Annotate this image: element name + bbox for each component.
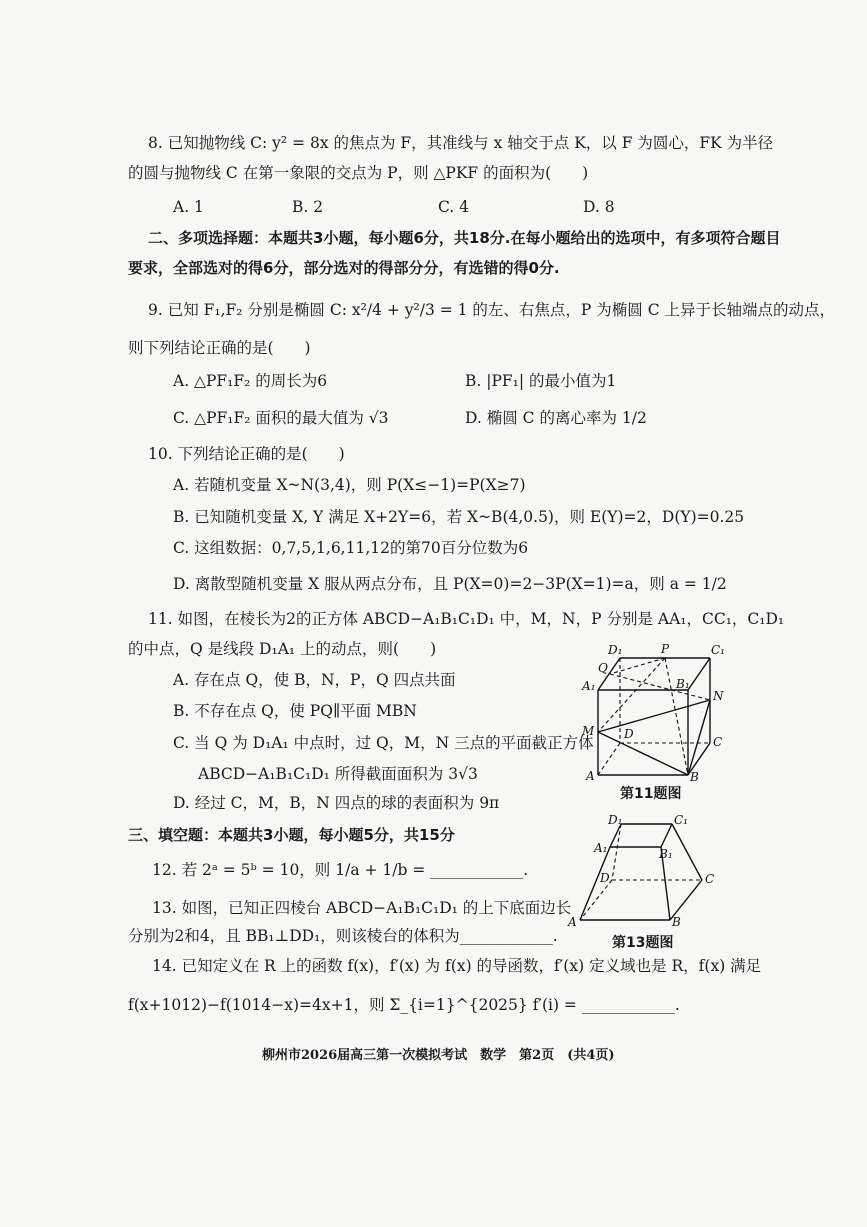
q11-option-c-cont: ABCD−A₁B₁C₁D₁ 所得截面面积为 3√3 <box>198 765 478 783</box>
q10-option-d: D. 离散型随机变量 X 服从两点分布，且 P(X=0)=2−3P(X=1)=a，则 a = 1/2 <box>173 575 727 593</box>
figure-11-cube <box>578 640 728 782</box>
fig13-label-a1: A₁ <box>594 841 608 855</box>
q10-option-b: B. 已知随机变量 X, Y 满足 X+2Y=6，若 X~B(4,0.5)，则 E(Y)=2，D(Y)=0.25 <box>173 508 745 526</box>
section3-title: 三、填空题：本题共3小题，每小题5分，共15分 <box>128 826 455 844</box>
q8-option-d: D. 8 <box>583 198 615 216</box>
fig11-label-a1: A₁ <box>582 679 596 693</box>
fig11-label-d: D <box>624 727 634 741</box>
q10-option-c: C. 这组数据：0,7,5,1,6,11,12的第70百分位数为6 <box>173 539 529 557</box>
fig13-label-b1: B₁ <box>659 847 673 861</box>
fig13-label-d1: D₁ <box>608 813 623 827</box>
q11-option-b: B. 不存在点 Q，使 PQ∥平面 MBN <box>173 702 417 720</box>
section2-line1: 二、多项选择题：本题共3小题，每小题6分，共18分.在每小题给出的选项中，有多项符合题目 <box>148 229 781 247</box>
fig11-label-b1: B₁ <box>676 677 690 691</box>
q13-line1: 13. 如图，已知正四棱台 ABCD−A₁B₁C₁D₁ 的上下底面边长 <box>152 899 572 917</box>
q9-line1: 9. 已知 F₁,F₂ 分别是椭圆 C: x²/4 + y²/3 = 1 的左、右焦点，P 为椭圆 C 上异于长轴端点的动点， <box>148 301 836 319</box>
fig13-label-c: C <box>705 872 715 886</box>
q10-option-a: A. 若随机变量 X~N(3,4)，则 P(X≤−1)=P(X≥7) <box>173 476 526 494</box>
q9-option-a: A. △PF₁F₂ 的周长为6 <box>173 372 328 390</box>
fig11-label-c: C <box>713 735 723 749</box>
fig13-label-b: B <box>672 915 681 929</box>
q11-line1: 11. 如图，在棱长为2的正方体 ABCD−A₁B₁C₁D₁ 中，M，N，P 分别是 AA₁，CC₁，C₁D₁ <box>148 610 785 628</box>
figure-11-caption: 第11题图 <box>620 786 682 802</box>
fig11-label-c1: C₁ <box>711 643 725 657</box>
fig13-label-d: D <box>600 871 610 885</box>
fig13-label-c1: C₁ <box>674 813 688 827</box>
q11-option-d: D. 经过 C，M，B，N 四点的球的表面积为 9π <box>173 794 500 812</box>
q8-line1: 8. 已知抛物线 C: y² = 8x 的焦点为 F，其准线与 x 轴交于点 K，以 F 为圆心，FK 为半径 <box>148 134 774 152</box>
figure-13-caption: 第13题图 <box>612 935 674 951</box>
fig11-label-a: A <box>586 769 595 782</box>
q8-option-b: B. 2 <box>292 198 324 216</box>
q11-option-a: A. 存在点 Q，使 B，N，P，Q 四点共面 <box>173 671 456 689</box>
fig11-label-d1: D₁ <box>608 643 623 657</box>
q11-option-c: C. 当 Q 为 D₁A₁ 中点时，过 Q，M，N 三点的平面截正方体 <box>173 734 594 752</box>
q8-option-c: C. 4 <box>438 198 470 216</box>
page-footer: 柳州市2026届高三第一次模拟考试 数学 第2页 (共4页) <box>262 1048 615 1063</box>
q11-line2: 的中点，Q 是线段 D₁A₁ 上的动点，则( ) <box>128 640 437 658</box>
fig11-label-p: P <box>661 642 670 656</box>
q9-option-c: C. △PF₁F₂ 面积的最大值为 √3 <box>173 409 389 427</box>
q9-line2: 则下列结论正确的是( ) <box>128 339 311 357</box>
q14-line1: 14. 已知定义在 R 上的函数 f(x)，f′(x) 为 f(x) 的导函数，f′(x) 定义域也是 R，f(x) 满足 <box>152 957 762 975</box>
fig11-label-q: Q <box>598 661 608 675</box>
q13-line2: 分别为2和4，且 BB₁⊥DD₁，则该棱台的体积为____________. <box>128 927 558 945</box>
q10-stem: 10. 下列结论正确的是( ) <box>148 445 345 463</box>
fig11-label-n: N <box>713 689 724 703</box>
q9-option-b: B. |PF₁| 的最小值为1 <box>465 372 617 390</box>
q8-option-a: A. 1 <box>173 198 204 216</box>
fig13-label-a: A <box>568 915 577 929</box>
q12-text: 12. 若 2ᵃ = 5ᵇ = 10，则 1/a + 1/b = ____________. <box>152 861 529 879</box>
q9-option-d: D. 椭圆 C 的离心率为 1/2 <box>465 409 647 427</box>
q14-line2: f(x+1012)−f(1014−x)=4x+1，则 Σ_{i=1}^{2025} f′(i) = ____________. <box>128 996 680 1014</box>
fig11-label-m: M <box>582 724 595 738</box>
q8-line2: 的圆与抛物线 C 在第一象限的交点为 P，则 △PKF 的面积为( ) <box>128 164 589 182</box>
figure-13-frustum <box>566 812 726 930</box>
section2-line2: 要求，全部选对的得6分，部分选对的得部分分，有选错的得0分. <box>128 259 560 277</box>
fig11-label-b: B <box>690 770 699 782</box>
